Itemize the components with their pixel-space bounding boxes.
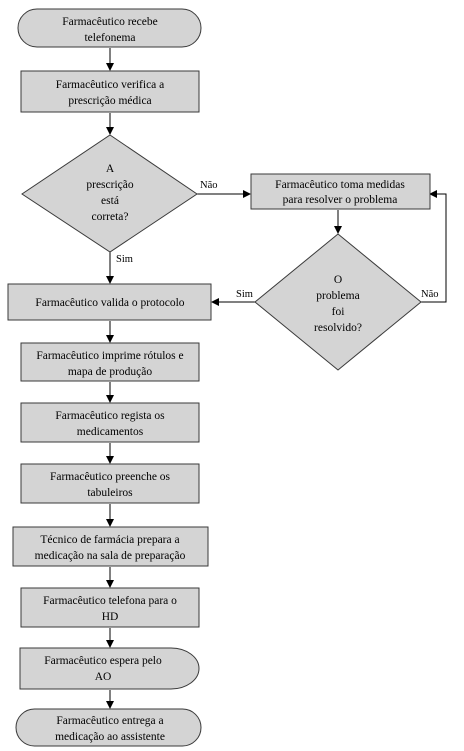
node-print-labels-line-2: mapa de produção bbox=[67, 366, 153, 378]
node-print-labels-line-1: Farmacêutico imprime rótulos e bbox=[36, 350, 184, 362]
node-decision-correct-line-2: prescrição bbox=[86, 179, 134, 191]
node-verify bbox=[21, 71, 199, 112]
node-decision-correct-line-1: A bbox=[105, 163, 115, 175]
node-measures-line-1: Farmacêutico toma medidas bbox=[275, 179, 405, 191]
label-resolved-yes: Sim bbox=[236, 289, 253, 300]
node-wait-ao-line-2: AO bbox=[94, 671, 112, 683]
edge-resolved-no-loop bbox=[421, 194, 446, 302]
node-phone-hd bbox=[21, 588, 199, 627]
node-register-line-1: Farmacêutico regista os bbox=[55, 410, 165, 422]
node-decision-resolved-line-1: O bbox=[333, 274, 343, 286]
node-phone-hd-line-1: Farmacêutico telefona para o bbox=[43, 595, 177, 607]
node-verify-line-2: prescrição médica bbox=[68, 95, 152, 107]
node-measures bbox=[251, 174, 430, 209]
node-trays bbox=[21, 464, 199, 503]
label-correct-no: Não bbox=[200, 180, 218, 191]
node-print-labels bbox=[21, 343, 199, 381]
node-start bbox=[18, 9, 201, 47]
node-prepare bbox=[13, 527, 208, 566]
node-register-line-2: medicamentos bbox=[76, 426, 144, 438]
node-decision-correct bbox=[22, 135, 197, 252]
decision-shape bbox=[22, 135, 197, 252]
decision-shape bbox=[255, 234, 421, 370]
node-decision-resolved-line-3: foi bbox=[331, 306, 345, 318]
node-wait-ao bbox=[20, 648, 199, 689]
node-prepare-line-1: Técnico de farmácia prepara a bbox=[40, 534, 180, 546]
node-start-line-1: Farmacêutico recebe bbox=[62, 16, 158, 28]
node-measures-line-2: para resolver o problema bbox=[282, 194, 398, 206]
node-register bbox=[21, 403, 199, 442]
node-decision-resolved bbox=[255, 234, 421, 370]
node-trays-line-1: Farmacêutico preenche os bbox=[49, 471, 171, 483]
node-prepare-line-2: medicação na sala de preparação bbox=[34, 550, 186, 562]
node-verify-line-1: Farmacêutico verifica a bbox=[55, 79, 165, 91]
node-decision-correct-line-4: correta? bbox=[91, 211, 129, 223]
node-validate bbox=[8, 284, 211, 320]
node-start-line-2: telefonema bbox=[84, 32, 136, 44]
node-validate-line-1: Farmacêutico valida o protocolo bbox=[35, 297, 185, 309]
node-deliver-line-2: medicação ao assistente bbox=[55, 731, 165, 743]
node-trays-line-2: tabuleiros bbox=[87, 487, 133, 499]
node-deliver bbox=[16, 709, 201, 746]
label-correct-yes: Sim bbox=[116, 254, 133, 265]
node-decision-correct-line-3: está bbox=[101, 195, 119, 207]
node-decision-resolved-line-2: problema bbox=[316, 290, 360, 302]
node-decision-resolved-line-4: resolvido? bbox=[314, 322, 362, 334]
node-wait-ao-line-1: Farmacêutico espera pelo bbox=[44, 655, 162, 667]
label-resolved-no: Não bbox=[421, 289, 439, 300]
node-phone-hd-line-2: HD bbox=[101, 611, 119, 623]
node-deliver-line-1: Farmacêutico entrega a bbox=[56, 715, 164, 727]
